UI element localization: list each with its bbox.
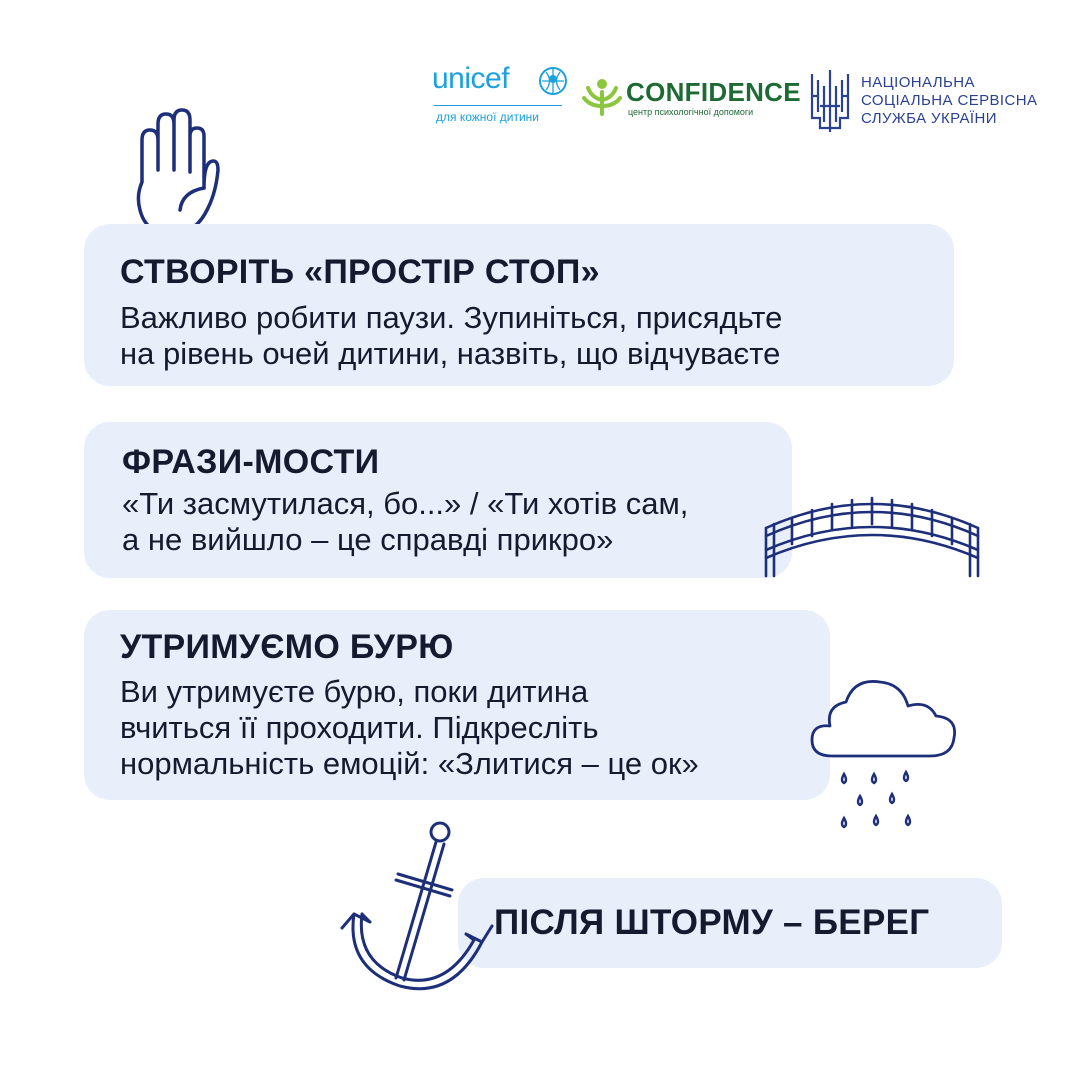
confidence-logo — [580, 74, 801, 122]
tip-card-shore-after-storm — [458, 878, 1002, 968]
hand-icon — [122, 100, 222, 240]
tip-card-hold-storm — [84, 610, 830, 800]
card-text — [122, 486, 688, 558]
card-text-line: «Ти засмутилася, бо...» / «Ти хотів сам, — [122, 486, 689, 521]
card-text-line: Ви утримуєте бурю, поки дитина — [120, 674, 589, 709]
globe-icon — [538, 66, 568, 96]
tip-card-bridge-phrases — [84, 422, 792, 578]
unicef-logo — [432, 62, 567, 128]
tip-card-stop-space — [84, 224, 954, 386]
bridge-icon — [762, 484, 982, 580]
card-title: ФРАЗИ-МОСТИ — [122, 443, 380, 481]
card-text-line: Важливо робити паузи. Зупиніться, присядьте — [120, 300, 783, 335]
unicef-tagline: для кожної дитини — [436, 110, 539, 124]
card-text — [120, 674, 699, 782]
card-text-line: вчиться її проходити. Підкресліть — [120, 710, 599, 745]
nssu-line-3: СЛУЖБА УКРАЇНИ — [861, 110, 997, 127]
card-title: СТВОРІТЬ «ПРОСТІР СТОП» — [120, 253, 600, 291]
nssu-logo — [806, 66, 1046, 136]
card-title: ПІСЛЯ ШТОРМУ – БЕРЕГ — [494, 903, 930, 942]
anchor-icon — [334, 818, 504, 1004]
sprout-icon — [580, 74, 624, 118]
card-title: УТРИМУЄМО БУРЮ — [120, 628, 454, 666]
confidence-wordmark: CONFIDENCE — [626, 77, 801, 107]
unicef-wordmark: unicef — [432, 62, 510, 95]
card-text-line: а не вийшло – це справді прикро» — [122, 522, 614, 557]
trident-icon — [806, 66, 854, 136]
card-text — [120, 300, 782, 372]
card-text-line: на рівень очей дитини, назвіть, що відчуваєте — [120, 336, 781, 371]
nssu-line-2: СОЦІАЛЬНА СЕРВІСНА — [861, 92, 1038, 109]
card-text-line: нормальність емоцій: «Злитися – це ок» — [120, 746, 699, 781]
nssu-wordmark — [861, 74, 1037, 128]
rain-cloud-icon — [804, 670, 964, 840]
confidence-tagline: центр психологічної допомоги — [628, 107, 754, 117]
nssu-line-1: НАЦІОНАЛЬНА — [861, 74, 975, 91]
unicef-divider — [434, 105, 562, 106]
